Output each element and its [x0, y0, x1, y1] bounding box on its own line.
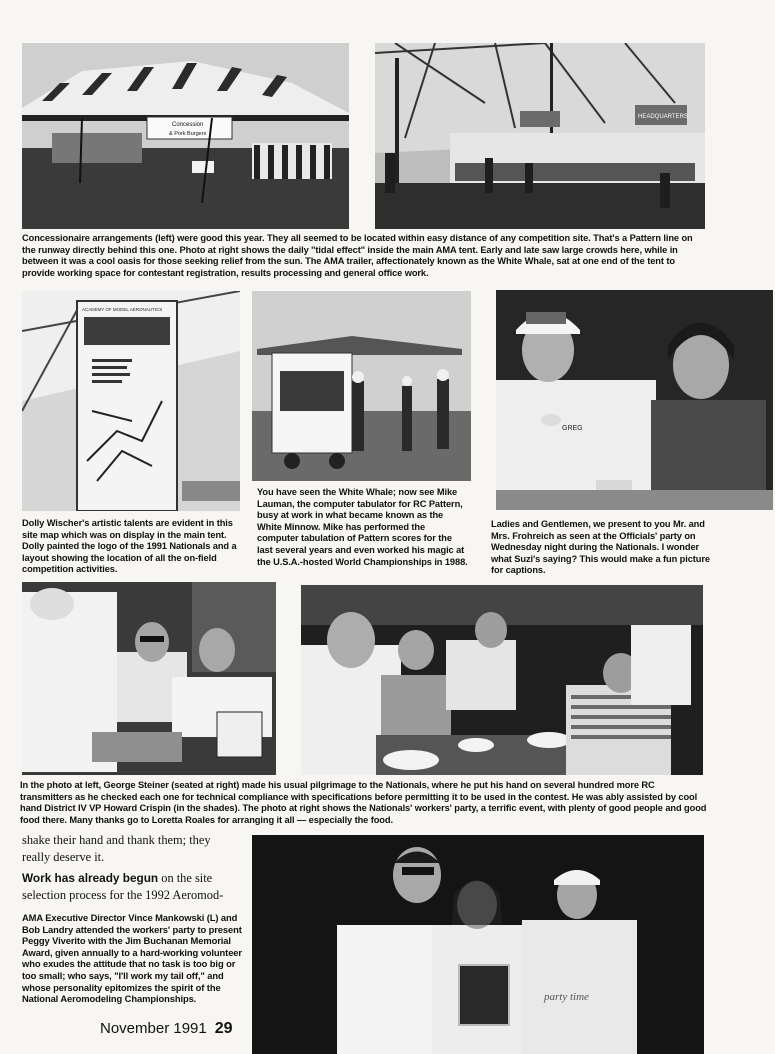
concession-sign-text-1: Concession: [172, 122, 204, 128]
caption-steiner: In the photo at left, George Steiner (seated at right) made his usual pilgrimage to the Nationals, where he put his hand on several hundred more RC transmitters as he checked each one for technical compliance with specifications before permitting it to be used in the contest. He was ably assisted by cool hand District IV VP Howard Crispin (in the shades). The photo at right shows the Nationals' workers' party, a terrific event, with plenty of good people and good food there. Many thanks go to Loretta Roales for arranging it all — especially the food.: [20, 780, 707, 825]
body-line-1: shake their hand and thank them; they: [22, 833, 211, 847]
caption-award: AMA Executive Director Vince Mankowski (L) and Bob Landry attended the workers' party to present Peggy Viverito with the Jim Buchanan Memorial Award, given annually to a hard-working volunteer who exudes the attitude that no task is too big or too small; who says, "I'll work my tail off," and whose personality epitomizes the spirit of the National Aeromodeling Championships.: [22, 912, 242, 1005]
main-ama-tent-photo: [375, 43, 705, 229]
cap-name-text: GREG: [562, 425, 583, 432]
body-line-4: selection process for the 1992 Aeromod-: [22, 888, 224, 902]
site-map-photo: [22, 291, 240, 511]
buchanan-award-photo: [252, 835, 704, 1054]
workers-party-photo: [301, 585, 703, 775]
body-line-2: really deserve it.: [22, 850, 105, 864]
caption-white-minnow: You have seen the White Whale; now see Mike Lauman, the computer tabulator for RC Pattern, busy at work in what became known as the White Minnow. Mike has performed the computer tabulation of Pattern scores for the last several years and even worked his magic at the U.S.A.-hosted World Championships in 1988.: [257, 487, 468, 567]
shirt-text: party time: [544, 991, 589, 1003]
body-line-3-rest: on the site: [158, 871, 213, 885]
body-lead-in: Work has already begun: [22, 871, 159, 885]
caption-site-map: Dolly Wischer's artistic talents are evident in this site map which was on display in the main tent. Dolly painted the logo of the 1991 Nationals and a layout showing the location of all the on-field competition activities.: [22, 518, 237, 575]
body-text-block: [22, 832, 247, 904]
caption-top: Concessionaire arrangements (left) were good this year. They all seemed to be located within easy distance of any competition site. That's a Pattern line on the runway directly behind this one. Photo at right shows the daily ''tidal effect'' inside the main AMA tent. Early and late saw large crowds here, while in between it was a cool oasis for those seeking relief from the sun. The AMA trailer, affectionately known as the White Whale, sat at one end of the tent to provide working space for contestant registration, results processing and general office work.: [22, 233, 693, 278]
issue-date: November 1991: [100, 1020, 207, 1037]
concession-tent-photo: [22, 43, 349, 229]
page-footer: [100, 1020, 233, 1038]
caption-frohreich: Ladies and Gentlemen, we present to you Mr. and Mrs. Frohreich as seen at the Officials' party on Wednesday night during the Nationals. I wonder what Suzi's saying? This would make a fun picture for captions.: [491, 519, 710, 576]
white-minnow-trailer-photo: [252, 291, 471, 481]
hq-sign-text: HEADQUARTERS: [638, 114, 688, 120]
map-title-text: ACADEMY OF MODEL AERONAUTICS: [82, 307, 163, 312]
concession-sign-text-2: & Pork Burgers: [169, 131, 207, 137]
steiner-transmitter-check-photo: [22, 582, 276, 775]
page-number: 29: [214, 1020, 233, 1037]
frohreich-couple-photo: [496, 290, 773, 510]
